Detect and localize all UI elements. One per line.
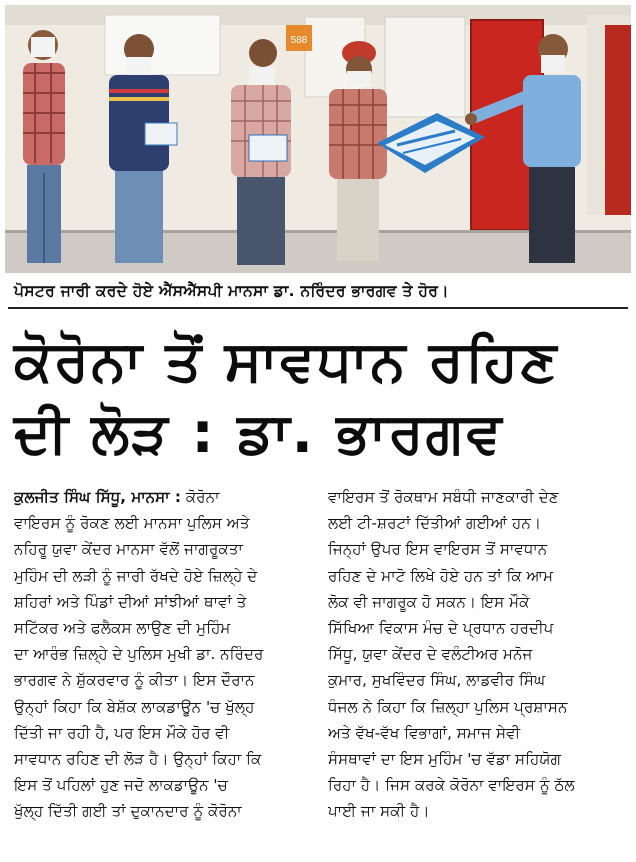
article-line: ਭਾਰਗਵ ਨੇ ਸ਼ੁੱਕਰਵਾਰ ਨੂੰ ਕੀਤਾ। ਇਸ ਦੌਰਾਨ (14, 671, 255, 690)
article-line-text: ਕੋਰੋਨਾ (181, 488, 220, 506)
headline-line-1: ਕੋਰੋਨਾ ਤੋਂ ਸਾਵਧਾਨ ਰਹਿਣ (14, 329, 559, 394)
article-line: ਸਿੱਧੂ, ਯੁਵਾ ਕੇਂਦਰ ਦੇ ਵਲੰਟੀਅਰ ਮਨੋਜ (328, 645, 533, 664)
article-line (14, 484, 312, 510)
photo-caption: ਪੋਸਟਰ ਜਾਰੀ ਕਰਦੇ ਹੋਏ ਐੱਸਐੱਸਪੀ ਮਾਨਸਾ ਡਾ. ਨਰਿੰਦਰ ਭਾਰਗਵ ਤੇ ਹੋਰ। (14, 282, 449, 300)
article-line: ਵਾਇਰਸ ਨੂੰ ਰੋਕਣ ਲਈ ਮਾਨਸਾ ਪੁਲਿਸ ਅਤੇ (14, 514, 250, 533)
article-line: ਮੁਹਿੰਮ ਦੀ ਲੜੀ ਨੂੰ ਜਾਰੀ ਰੱਖਦੇ ਹੋਏ ਜ਼ਿਲ੍ਹੇ ਦੇ (14, 566, 258, 585)
article-line: ਜਿਨ੍ਹਾਂ ਉਪਰ ਇਸ ਵਾਇਰਸ ਤੋਂ ਸਾਵਧਾਨ (328, 540, 548, 559)
article-line: ਨਹਿਰੂ ਯੁਵਾ ਕੇਂਦਰ ਮਾਨਸਾ ਵੱਲੋਂ ਜਾਗਰੂਕਤਾ (14, 540, 243, 559)
article-line: ਸੰਸਥਾਵਾਂ ਦਾ ਇਸ ਮੁਹਿੰਮ 'ਚ ਵੱਡਾ ਸਹਿਯੋਗ (328, 749, 562, 768)
byline: ਕੁਲਜੀਤ ਸਿੰਘ ਸਿੱਧੂ, ਮਾਨਸਾ : (14, 488, 181, 506)
article-line: ਕੁਮਾਰ, ਸੁਖਵਿੰਦਰ ਸਿੰਘ, ਲਾਡਵੀਰ ਸਿੰਘ (328, 671, 546, 690)
article-line: ਖੁੱਲ੍ਹ ਦਿੱਤੀ ਗਈ ਤਾਂ ਦੁਕਾਨਦਾਰ ਨੂੰ ਕੋਰੋਨਾ (14, 802, 242, 821)
article-line: ਸਟਿੱਕਰ ਅਤੇ ਫਲੈਕਸ ਲਾਉਣ ਦੀ ਮੁਹਿੰਮ (14, 618, 231, 637)
article-line: ਲੋਕ ਵੀ ਜਾਗਰੂਕ ਹੋ ਸਕਨ। ਇਸ ਮੌਕੇ (328, 592, 530, 611)
article-line: ਦਾ ਆਰੰਭ ਜ਼ਿਲ੍ਹੇ ਦੇ ਪੁਲਿਸ ਮੁਖੀ ਡਾ. ਨਰਿੰਦਰ (14, 645, 264, 664)
door-sign-number: 588 (290, 35, 308, 46)
news-photo (5, 5, 631, 273)
article-line: ਸਾਵਧਾਨ ਰਹਿਣ ਦੀ ਲੋੜ ਹੈ। ਉਨ੍ਹਾਂ ਕਿਹਾ ਕਿ (14, 749, 262, 768)
article-line: ਉਨ੍ਹਾਂ ਕਿਹਾ ਕਿ ਬੇਸ਼ੱਕ ਲਾਕਡਾਊਨ 'ਚ ਖੁੱਲ੍ਹ (14, 697, 255, 716)
caption-divider (8, 307, 628, 309)
article-line: ਰਿਹਾ ਹੈ। ਜਿਸ ਕਰਕੇ ਕੋਰੋਨਾ ਵਾਇਰਸ ਨੂੰ ਠੱਲ (328, 776, 575, 795)
article-line: ਰਹਿਣ ਦੇ ਮਾਟੋ ਲਿਖੇ ਹੋਏ ਹਨ ਤਾਂ ਕਿ ਆਮ (328, 566, 554, 585)
news-photo-illustration (5, 5, 631, 273)
article-line: ਇਸ ਤੋਂ ਪਹਿਲਾਂ ਹੁਣ ਜਦੋ ਲਾਕਡਾਊਨ 'ਚ (14, 776, 228, 795)
person-1 (23, 30, 65, 263)
article-line: ਦਿੱਤੀ ਜਾ ਰਹੀ ਹੈ, ਪਰ ਇਸ ਮੌਕੇ ਹੋਰ ਵੀ (14, 723, 230, 742)
article-line: ਲਈ ਟੀ-ਸ਼ਰਟਾਂ ਦਿੱਤੀਆਂ ਗਈਆਂ ਹਨ। (328, 514, 542, 533)
article-line: ਅਤੇ ਵੱਖ-ਵੱਖ ਵਿਭਾਗਾਂ, ਸਮਾਜ ਸੇਵੀ (328, 723, 521, 742)
article-line: ਸਿੱਖਿਆ ਵਿਕਾਸ ਮੰਚ ਦੇ ਪ੍ਰਧਾਨ ਹਰਦੀਪ (328, 618, 554, 637)
article-line: ਧੰਜਲ ਨੇ ਕਿਹਾ ਕਿ ਜ਼ਿਲ੍ਹਾ ਪੁਲਿਸ ਪ੍ਰਸ਼ਾਸਨ (328, 697, 568, 716)
article-column-left (14, 484, 312, 824)
article-line: ਵਾਇਰਸ ਤੋਂ ਰੋਕਥਾਮ ਸਬੰਧੀ ਜਾਣਕਾਰੀ ਦੇਣ (328, 488, 559, 506)
article-column-right (328, 484, 626, 824)
article-line: ਪਾਈ ਜਾ ਸਕੀ ਹੈ। (328, 802, 430, 821)
headline-line-2: ਦੀ ਲੋੜ : ਡਾ. ਭਾਰਗਵ (14, 401, 504, 466)
article-line: ਸ਼ਹਿਰਾਂ ਅਤੇ ਪਿੰਡਾਂ ਦੀਆਂ ਸਾਂਝੀਆਂ ਥਾਵਾਂ ਤੇ (14, 592, 247, 611)
